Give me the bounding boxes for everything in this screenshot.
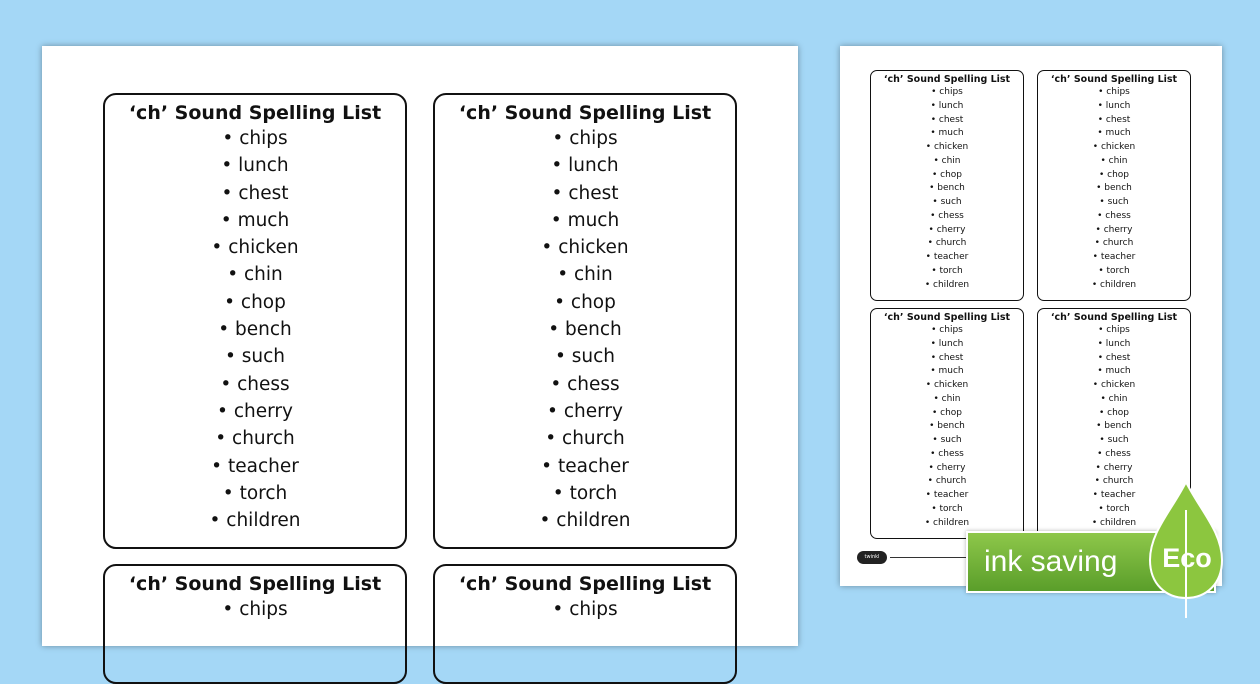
word-item: • such bbox=[871, 196, 1023, 210]
word-item: • cherry bbox=[1038, 462, 1190, 476]
word-item: • torch bbox=[871, 503, 1023, 517]
word-item: • bench bbox=[871, 420, 1023, 434]
eco-badge: Eco bbox=[1162, 543, 1212, 573]
word-item: • chess bbox=[435, 371, 735, 398]
word-item: • chess bbox=[105, 371, 405, 398]
word-item: • chest bbox=[105, 180, 405, 207]
word-item: • chest bbox=[1038, 352, 1190, 366]
word-item: • much bbox=[871, 365, 1023, 379]
word-item: • such bbox=[871, 434, 1023, 448]
card-title: ‘ch’ Sound Spelling List bbox=[883, 74, 1011, 85]
word-item: • chin bbox=[1038, 393, 1190, 407]
word-item: • chest bbox=[1038, 114, 1190, 128]
word-item: • such bbox=[105, 343, 405, 370]
word-item: • children bbox=[1038, 517, 1190, 531]
word-item: • chicken bbox=[871, 379, 1023, 393]
word-item: • chop bbox=[105, 289, 405, 316]
word-item: • torch bbox=[1038, 265, 1190, 279]
word-item: • chest bbox=[871, 114, 1023, 128]
word-list bbox=[435, 596, 735, 623]
spelling-card bbox=[103, 564, 407, 684]
word-item: • teacher bbox=[871, 251, 1023, 265]
word-item: • bench bbox=[105, 316, 405, 343]
word-item: • cherry bbox=[871, 462, 1023, 476]
word-item: • chicken bbox=[1038, 141, 1190, 155]
word-item: • much bbox=[105, 207, 405, 234]
word-item: • chess bbox=[871, 210, 1023, 224]
spelling-card-small bbox=[1037, 70, 1191, 301]
word-item: • church bbox=[1038, 237, 1190, 251]
word-item: • chest bbox=[435, 180, 735, 207]
card-title: ‘ch’ Sound Spelling List bbox=[128, 102, 382, 124]
word-item: • children bbox=[435, 507, 735, 534]
word-item: • chips bbox=[1038, 324, 1190, 338]
word-list bbox=[435, 125, 735, 534]
word-list bbox=[871, 324, 1023, 530]
word-list bbox=[871, 86, 1023, 292]
word-item: • chips bbox=[435, 596, 735, 623]
word-item: • chin bbox=[435, 261, 735, 288]
card-title: ‘ch’ Sound Spelling List bbox=[1050, 312, 1178, 323]
word-item: • such bbox=[435, 343, 735, 370]
card-title: ‘ch’ Sound Spelling List bbox=[458, 102, 712, 124]
word-item: • chop bbox=[871, 169, 1023, 183]
word-item: • church bbox=[871, 237, 1023, 251]
word-item: • teacher bbox=[435, 453, 735, 480]
word-item: • chess bbox=[871, 448, 1023, 462]
spelling-card-small bbox=[870, 70, 1024, 301]
word-item: • chess bbox=[1038, 448, 1190, 462]
word-item: • chest bbox=[871, 352, 1023, 366]
word-item: • church bbox=[871, 475, 1023, 489]
word-item: • such bbox=[1038, 196, 1190, 210]
word-item: • teacher bbox=[105, 453, 405, 480]
word-item: • church bbox=[1038, 475, 1190, 489]
word-item: • teacher bbox=[871, 489, 1023, 503]
word-item: • chips bbox=[1038, 86, 1190, 100]
word-item: • bench bbox=[435, 316, 735, 343]
card-title: ‘ch’ Sound Spelling List bbox=[128, 573, 382, 595]
word-item: • lunch bbox=[871, 100, 1023, 114]
word-item: • cherry bbox=[435, 398, 735, 425]
card-title: ‘ch’ Sound Spelling List bbox=[1050, 74, 1178, 85]
word-item: • cherry bbox=[871, 224, 1023, 238]
word-item: • torch bbox=[105, 480, 405, 507]
spelling-card bbox=[433, 93, 737, 549]
word-item: • lunch bbox=[435, 152, 735, 179]
banner-label: ink saving bbox=[984, 545, 1118, 578]
word-item: • cherry bbox=[1038, 224, 1190, 238]
word-item: • chips bbox=[105, 596, 405, 623]
word-item: • chop bbox=[1038, 169, 1190, 183]
word-item: • chin bbox=[105, 261, 405, 288]
word-item: • chicken bbox=[871, 141, 1023, 155]
word-item: • chin bbox=[871, 393, 1023, 407]
word-item: • lunch bbox=[1038, 100, 1190, 114]
word-item: • chicken bbox=[105, 234, 405, 261]
word-item: • chin bbox=[1038, 155, 1190, 169]
word-item: • torch bbox=[435, 480, 735, 507]
large-page-preview bbox=[42, 46, 798, 646]
word-item: • children bbox=[871, 279, 1023, 293]
word-item: • church bbox=[105, 425, 405, 452]
word-item: • chicken bbox=[435, 234, 735, 261]
word-item: • chips bbox=[435, 125, 735, 152]
word-item: • much bbox=[871, 127, 1023, 141]
word-item: • chess bbox=[1038, 210, 1190, 224]
spelling-card bbox=[433, 564, 737, 684]
word-item: • much bbox=[435, 207, 735, 234]
word-item: • children bbox=[105, 507, 405, 534]
word-item: • bench bbox=[871, 182, 1023, 196]
word-item: • lunch bbox=[871, 338, 1023, 352]
word-item: • chicken bbox=[1038, 379, 1190, 393]
word-item: • bench bbox=[1038, 182, 1190, 196]
word-item: • chop bbox=[1038, 407, 1190, 421]
word-item: • bench bbox=[1038, 420, 1190, 434]
word-item: • chin bbox=[871, 155, 1023, 169]
word-item: • children bbox=[1038, 279, 1190, 293]
word-item: • chop bbox=[435, 289, 735, 316]
card-title: ‘ch’ Sound Spelling List bbox=[458, 573, 712, 595]
word-item: • children bbox=[871, 517, 1023, 531]
word-list bbox=[105, 125, 405, 534]
word-item: • lunch bbox=[1038, 338, 1190, 352]
twinkl-logo: twinkl bbox=[857, 551, 887, 564]
spelling-card bbox=[103, 93, 407, 549]
word-item: • church bbox=[435, 425, 735, 452]
word-item: • chips bbox=[871, 86, 1023, 100]
word-list bbox=[105, 596, 405, 623]
card-title: ‘ch’ Sound Spelling List bbox=[883, 312, 1011, 323]
word-list bbox=[1038, 86, 1190, 292]
word-item: • much bbox=[1038, 127, 1190, 141]
word-item: • teacher bbox=[1038, 251, 1190, 265]
word-item: • much bbox=[1038, 365, 1190, 379]
word-item: • teacher bbox=[1038, 489, 1190, 503]
word-item: • chips bbox=[871, 324, 1023, 338]
spelling-card-small bbox=[870, 308, 1024, 539]
word-item: • lunch bbox=[105, 152, 405, 179]
word-item: • cherry bbox=[105, 398, 405, 425]
word-item: • chips bbox=[105, 125, 405, 152]
word-item: • chop bbox=[871, 407, 1023, 421]
word-item: • torch bbox=[871, 265, 1023, 279]
word-item: • such bbox=[1038, 434, 1190, 448]
word-item: • torch bbox=[1038, 503, 1190, 517]
